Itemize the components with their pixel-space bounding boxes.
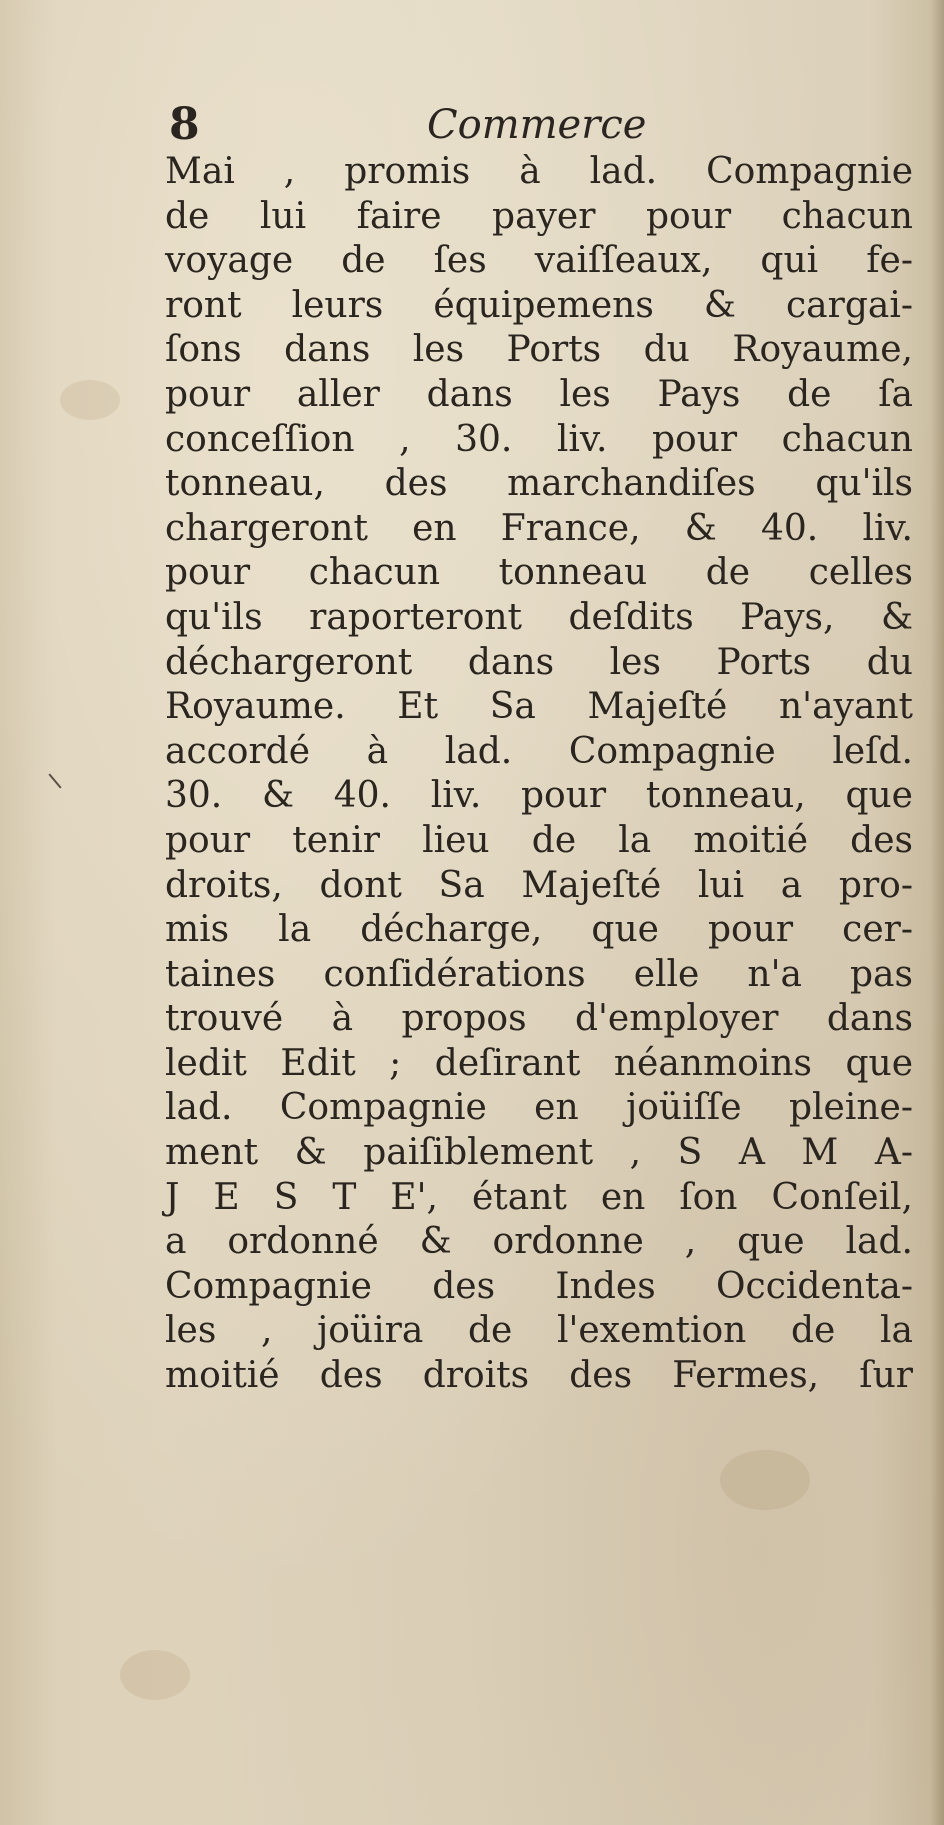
paper-stain — [60, 380, 120, 420]
text-line: ledit Edit ; deſirant néanmoins que — [165, 1042, 913, 1084]
text-line: droits, dont Sa Majeſté lui a pro- — [165, 864, 913, 906]
text-line: qu'ils raporteront deſdits Pays, & — [165, 596, 913, 638]
body-text — [165, 150, 913, 1399]
text-line: de lui faire payer pour chacun — [165, 195, 913, 237]
text-line: pour chacun tonneau de celles — [165, 552, 913, 594]
running-head: Commerce — [427, 102, 647, 148]
text-line: trouvé à propos d'employer dans — [165, 998, 913, 1040]
paper-stain — [120, 1650, 190, 1700]
margin-mark — [48, 773, 61, 788]
text-line: voyage de ſes vaiſſeaux, qui fe- — [165, 240, 913, 282]
text-line: a ordonné & ordonne , que lad. — [165, 1221, 913, 1263]
text-line: mis la décharge, que pour cer- — [165, 909, 913, 951]
text-line: les , joüira de l'exemtion de la — [165, 1310, 913, 1352]
text-line: pour tenir lieu de la moitié des — [165, 819, 913, 861]
text-line: Compagnie des Indes Occidenta- — [165, 1265, 913, 1307]
text-line: chargeront en France, & 40. liv. — [165, 507, 913, 549]
text-line: ſons dans les Ports du Royaume, — [165, 329, 913, 371]
text-line: déchargeront dans les Ports du — [165, 641, 913, 683]
text-line: ment & paiſiblement , S A M A- — [165, 1132, 913, 1174]
page-number: 8 — [169, 99, 200, 150]
text-line: pour aller dans les Pays de ſa — [165, 373, 913, 415]
text-line: conceſſion , 30. liv. pour chacun — [165, 418, 913, 460]
paper-stain — [720, 1450, 810, 1510]
text-line: 30. & 40. liv. pour tonneau, que — [165, 775, 913, 817]
text-line: ront leurs équipemens & cargai- — [165, 284, 913, 326]
text-line: Mai , promis à lad. Compagnie — [165, 151, 913, 192]
page-header — [165, 95, 905, 155]
text-line: lad. Compagnie en joüiſſe pleine- — [165, 1087, 913, 1129]
text-line: J E S T E', étant en ſon Conſeil, — [165, 1176, 913, 1218]
page-edge-shadow — [930, 0, 944, 1825]
text-line: moitié des droits des Fermes, ſur — [165, 1355, 913, 1397]
text-line: tonneau, des marchandiſes qu'ils — [165, 463, 913, 505]
text-line: taines conſidérations elle n'a pas — [165, 953, 913, 995]
text-line: Royaume. Et Sa Majeſté n'ayant — [165, 686, 913, 728]
text-line: accordé à lad. Compagnie leſd. — [165, 730, 913, 772]
